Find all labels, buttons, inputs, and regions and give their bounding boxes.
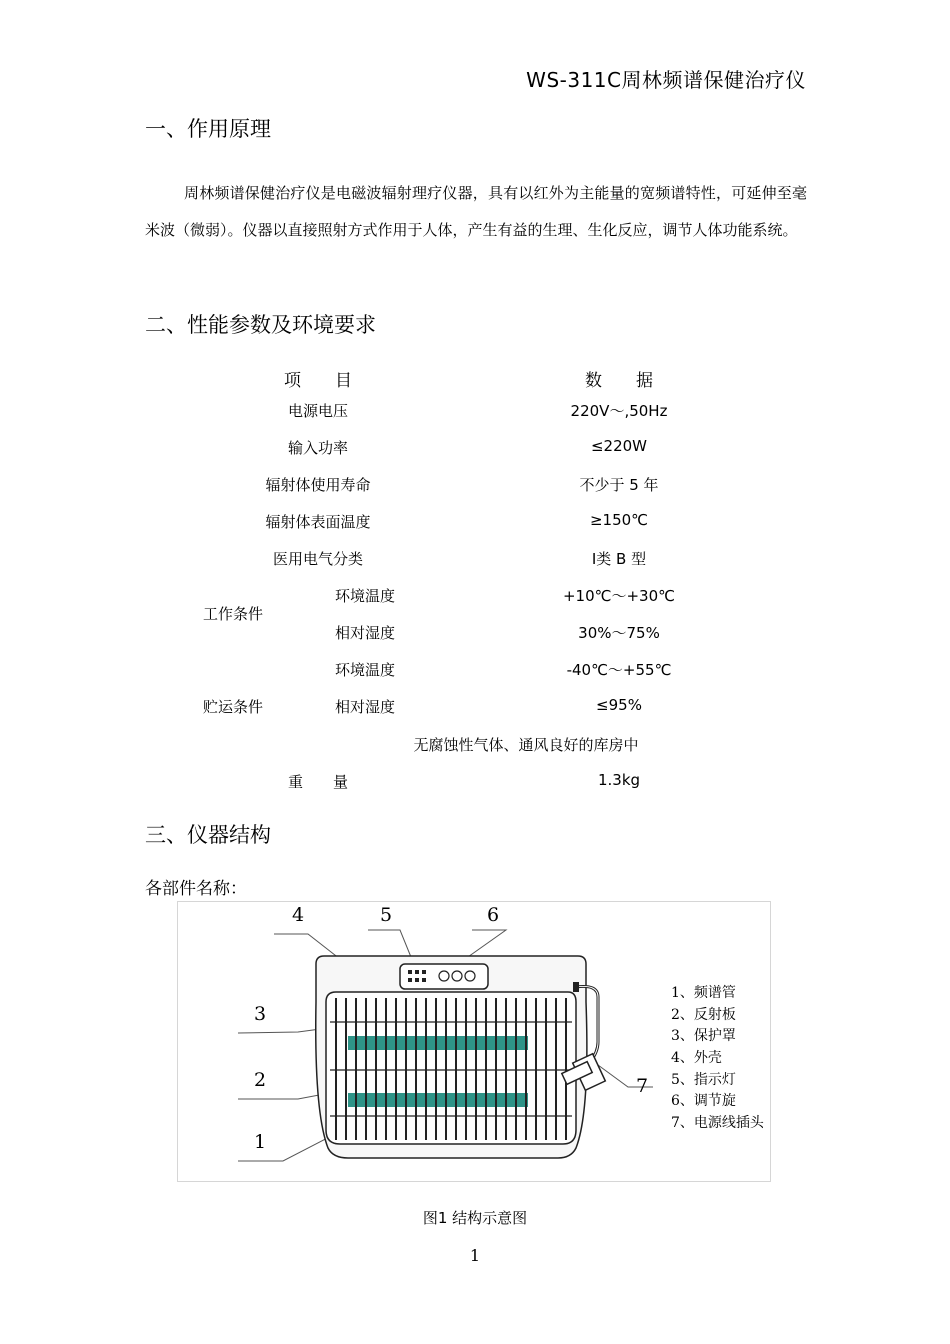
table-row-item: 电源电压	[287, 402, 349, 420]
table-row-item: 输入功率	[287, 439, 349, 457]
page-number: 1	[469, 1246, 481, 1265]
table-header-item: 项 目	[284, 371, 352, 391]
table-row-item: 医用电气分类	[272, 550, 364, 568]
table-row-value: ≥150℃	[589, 511, 649, 529]
section-heading-structure: 三、仪器结构	[145, 823, 271, 847]
legend-item: 1、频谱管	[671, 985, 736, 1001]
table-row-value: 30%～75%	[578, 624, 660, 642]
legend-item: 4、外壳	[671, 1050, 722, 1066]
frame-outline	[326, 992, 576, 1144]
group-label-work: 工作条件	[202, 605, 264, 623]
transport-note: 无腐蚀性气体、通风良好的库房中	[413, 736, 639, 754]
legend-item: 7、电源线插头	[671, 1115, 764, 1131]
table-row-item: 重 量	[287, 773, 349, 791]
table-row-value: 1.3kg	[597, 771, 641, 789]
table-row-value: 220V～,50Hz	[570, 402, 668, 420]
table-row-value: ≤220W	[590, 437, 648, 455]
table-row-item: 辐射体表面温度	[265, 513, 371, 531]
table-row-value: -40℃～+55℃	[566, 661, 672, 679]
legend-item: 2、反射板	[671, 1007, 736, 1023]
table-row-item: 相对湿度	[335, 624, 396, 642]
legend-item: 6、调节旋	[671, 1093, 736, 1109]
document-title: WS-311C周林频谱保健治疗仪	[526, 68, 806, 92]
legend-item: 5、指示灯	[671, 1072, 736, 1088]
table-row-value: +10℃～+30℃	[562, 587, 676, 605]
legend-item: 3、保护罩	[671, 1028, 736, 1044]
table-row-item: 环境温度	[335, 661, 396, 679]
callout-1: 1	[254, 1131, 267, 1153]
table-row-value: Ⅰ类 B 型	[591, 550, 647, 568]
callout-7: 7	[636, 1075, 649, 1097]
callout-2: 2	[254, 1069, 267, 1091]
parts-label: 各部件名称：	[145, 879, 247, 899]
group-label-transport: 贮运条件	[202, 698, 264, 716]
table-row-value: 不少于 5 年	[579, 476, 659, 494]
table-header-data: 数 据	[585, 371, 653, 391]
table-row-item: 环境温度	[335, 587, 396, 605]
section-heading-specs: 二、性能参数及环境要求	[145, 313, 376, 337]
figure-caption: 图1 结构示意图	[422, 1209, 528, 1227]
principle-paragraph: 周林频谱保健治疗仪是电磁波辐射理疗仪器，具有以红外为主能量的宽频谱特性，可延伸至毫米波（微弱）。仪器以直接照射方式作用于人体，产生有益的生理、生化反应，调节人体功能系统。	[145, 184, 807, 239]
adjust-knob-icon	[439, 971, 475, 981]
callout-4: 4	[292, 904, 305, 926]
table-row-item: 相对湿度	[335, 698, 396, 716]
callout-6: 6	[487, 904, 500, 926]
callout-3: 3	[254, 1003, 267, 1025]
table-row-value: ≤95%	[596, 696, 642, 714]
section-heading-principle: 一、作用原理	[145, 117, 271, 141]
table-row-item: 辐射体使用寿命	[265, 476, 371, 494]
cord-strain-relief	[573, 982, 579, 992]
callout-5: 5	[380, 904, 393, 926]
